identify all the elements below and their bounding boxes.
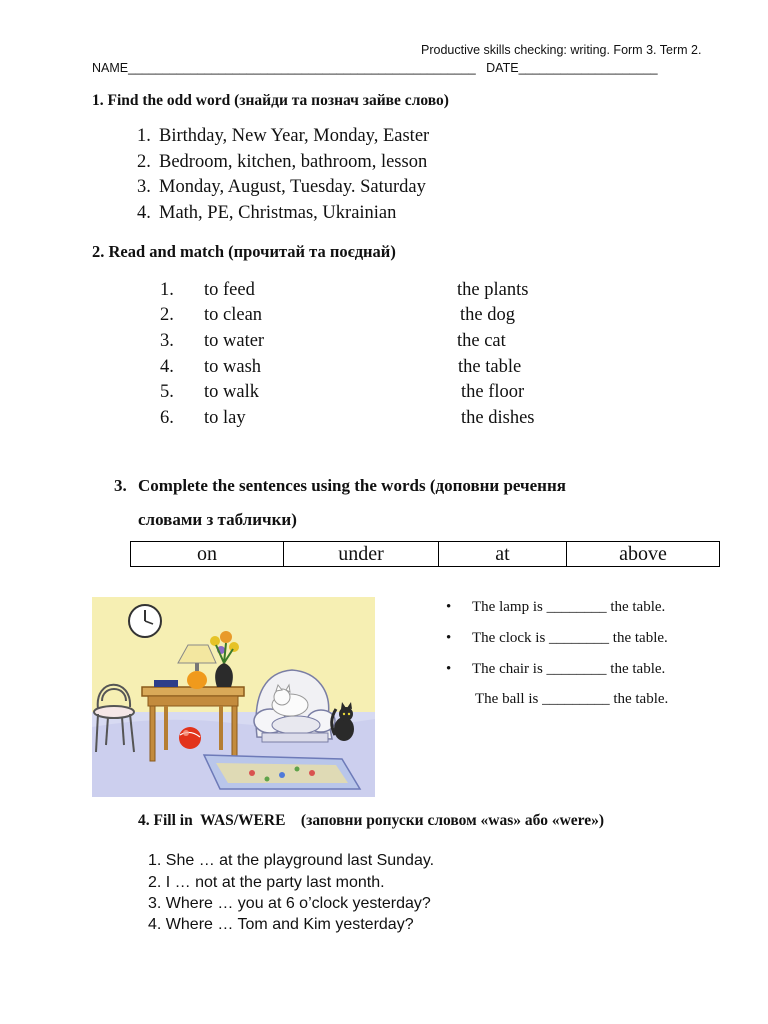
sentence-line: The ball is _________ the table.: [475, 691, 669, 707]
word-cell: on: [131, 542, 284, 566]
task3-heading-line1: Complete the sentences using the words (доповни речення: [138, 476, 566, 495]
match-left: to clean: [204, 305, 263, 325]
worksheet-title: Productive skills checking: writing. Form 3. Term 2.: [421, 43, 702, 57]
ball-icon: [179, 727, 201, 749]
word-bank-table: [130, 541, 720, 567]
word-cell: at: [439, 542, 567, 566]
task1-item: 2. Bedroom, kitchen, bathroom, lesson: [137, 152, 428, 172]
sentence-line: • The lamp is ________ the table.: [446, 599, 666, 615]
rug-icon: [204, 755, 360, 789]
fill-item: 3. Where … you at 6 o’clock yesterday?: [148, 895, 431, 912]
match-right: the dishes: [461, 408, 535, 428]
match-num: 2.: [160, 305, 174, 325]
clock-icon: [129, 605, 161, 637]
match-left: to feed: [204, 280, 255, 300]
match-num: 6.: [160, 408, 174, 428]
bullet: •: [446, 599, 452, 615]
fill-item: 1. She … at the playground last Sunday.: [148, 852, 435, 869]
match-num: 5.: [160, 382, 174, 402]
fill-item: 2. I … not at the party last month.: [148, 874, 385, 891]
task1-heading: 1. Find the odd word (знайди та познач зайве слово): [92, 92, 449, 109]
sentence-line: • The chair is ________ the table.: [446, 661, 666, 677]
bullet: •: [446, 661, 452, 677]
match-left: to wash: [204, 357, 262, 377]
fill-item: 4. Where … Tom and Kim yesterday?: [148, 916, 414, 933]
match-left: to lay: [204, 408, 246, 428]
task1-item: 1. Birthday, New Year, Monday, Easter: [137, 126, 430, 146]
task3-heading-line2: словами з таблички): [138, 510, 297, 529]
match-left: to walk: [204, 382, 259, 402]
task1-item: 3. Monday, August, Tuesday. Saturday: [137, 177, 426, 197]
match-left: to water: [204, 331, 265, 351]
match-right: the cat: [457, 331, 506, 351]
name-date-row: [92, 61, 658, 75]
date-line: ____________________: [518, 61, 658, 75]
book-icon: [154, 680, 178, 687]
room-illustration: [92, 597, 375, 797]
word-cell: under: [284, 542, 439, 566]
name-line: __________________________________________________: [128, 61, 476, 75]
match-right: the table: [458, 357, 522, 377]
match-right: the dog: [460, 305, 515, 325]
match-right: the plants: [457, 280, 529, 300]
task4-heading: 4. Fill in WAS/WERE (заповни ропуски словом «was» або «were»): [138, 812, 605, 829]
task3-number: 3.: [114, 476, 127, 495]
name-label: NAME: [92, 61, 129, 75]
sentence-line: • The clock is ________ the table.: [446, 630, 668, 646]
date-label: DATE: [486, 61, 519, 75]
match-right: the floor: [461, 382, 525, 402]
match-num: 1.: [160, 280, 174, 300]
task2-heading: 2. Read and match (прочитай та поєднай): [92, 242, 396, 261]
task1-item: 4. Math, PE, Christmas, Ukrainian: [137, 203, 397, 223]
bullet: •: [446, 630, 452, 646]
match-num: 3.: [160, 331, 174, 351]
match-num: 4.: [160, 357, 174, 377]
word-cell: above: [619, 543, 667, 565]
